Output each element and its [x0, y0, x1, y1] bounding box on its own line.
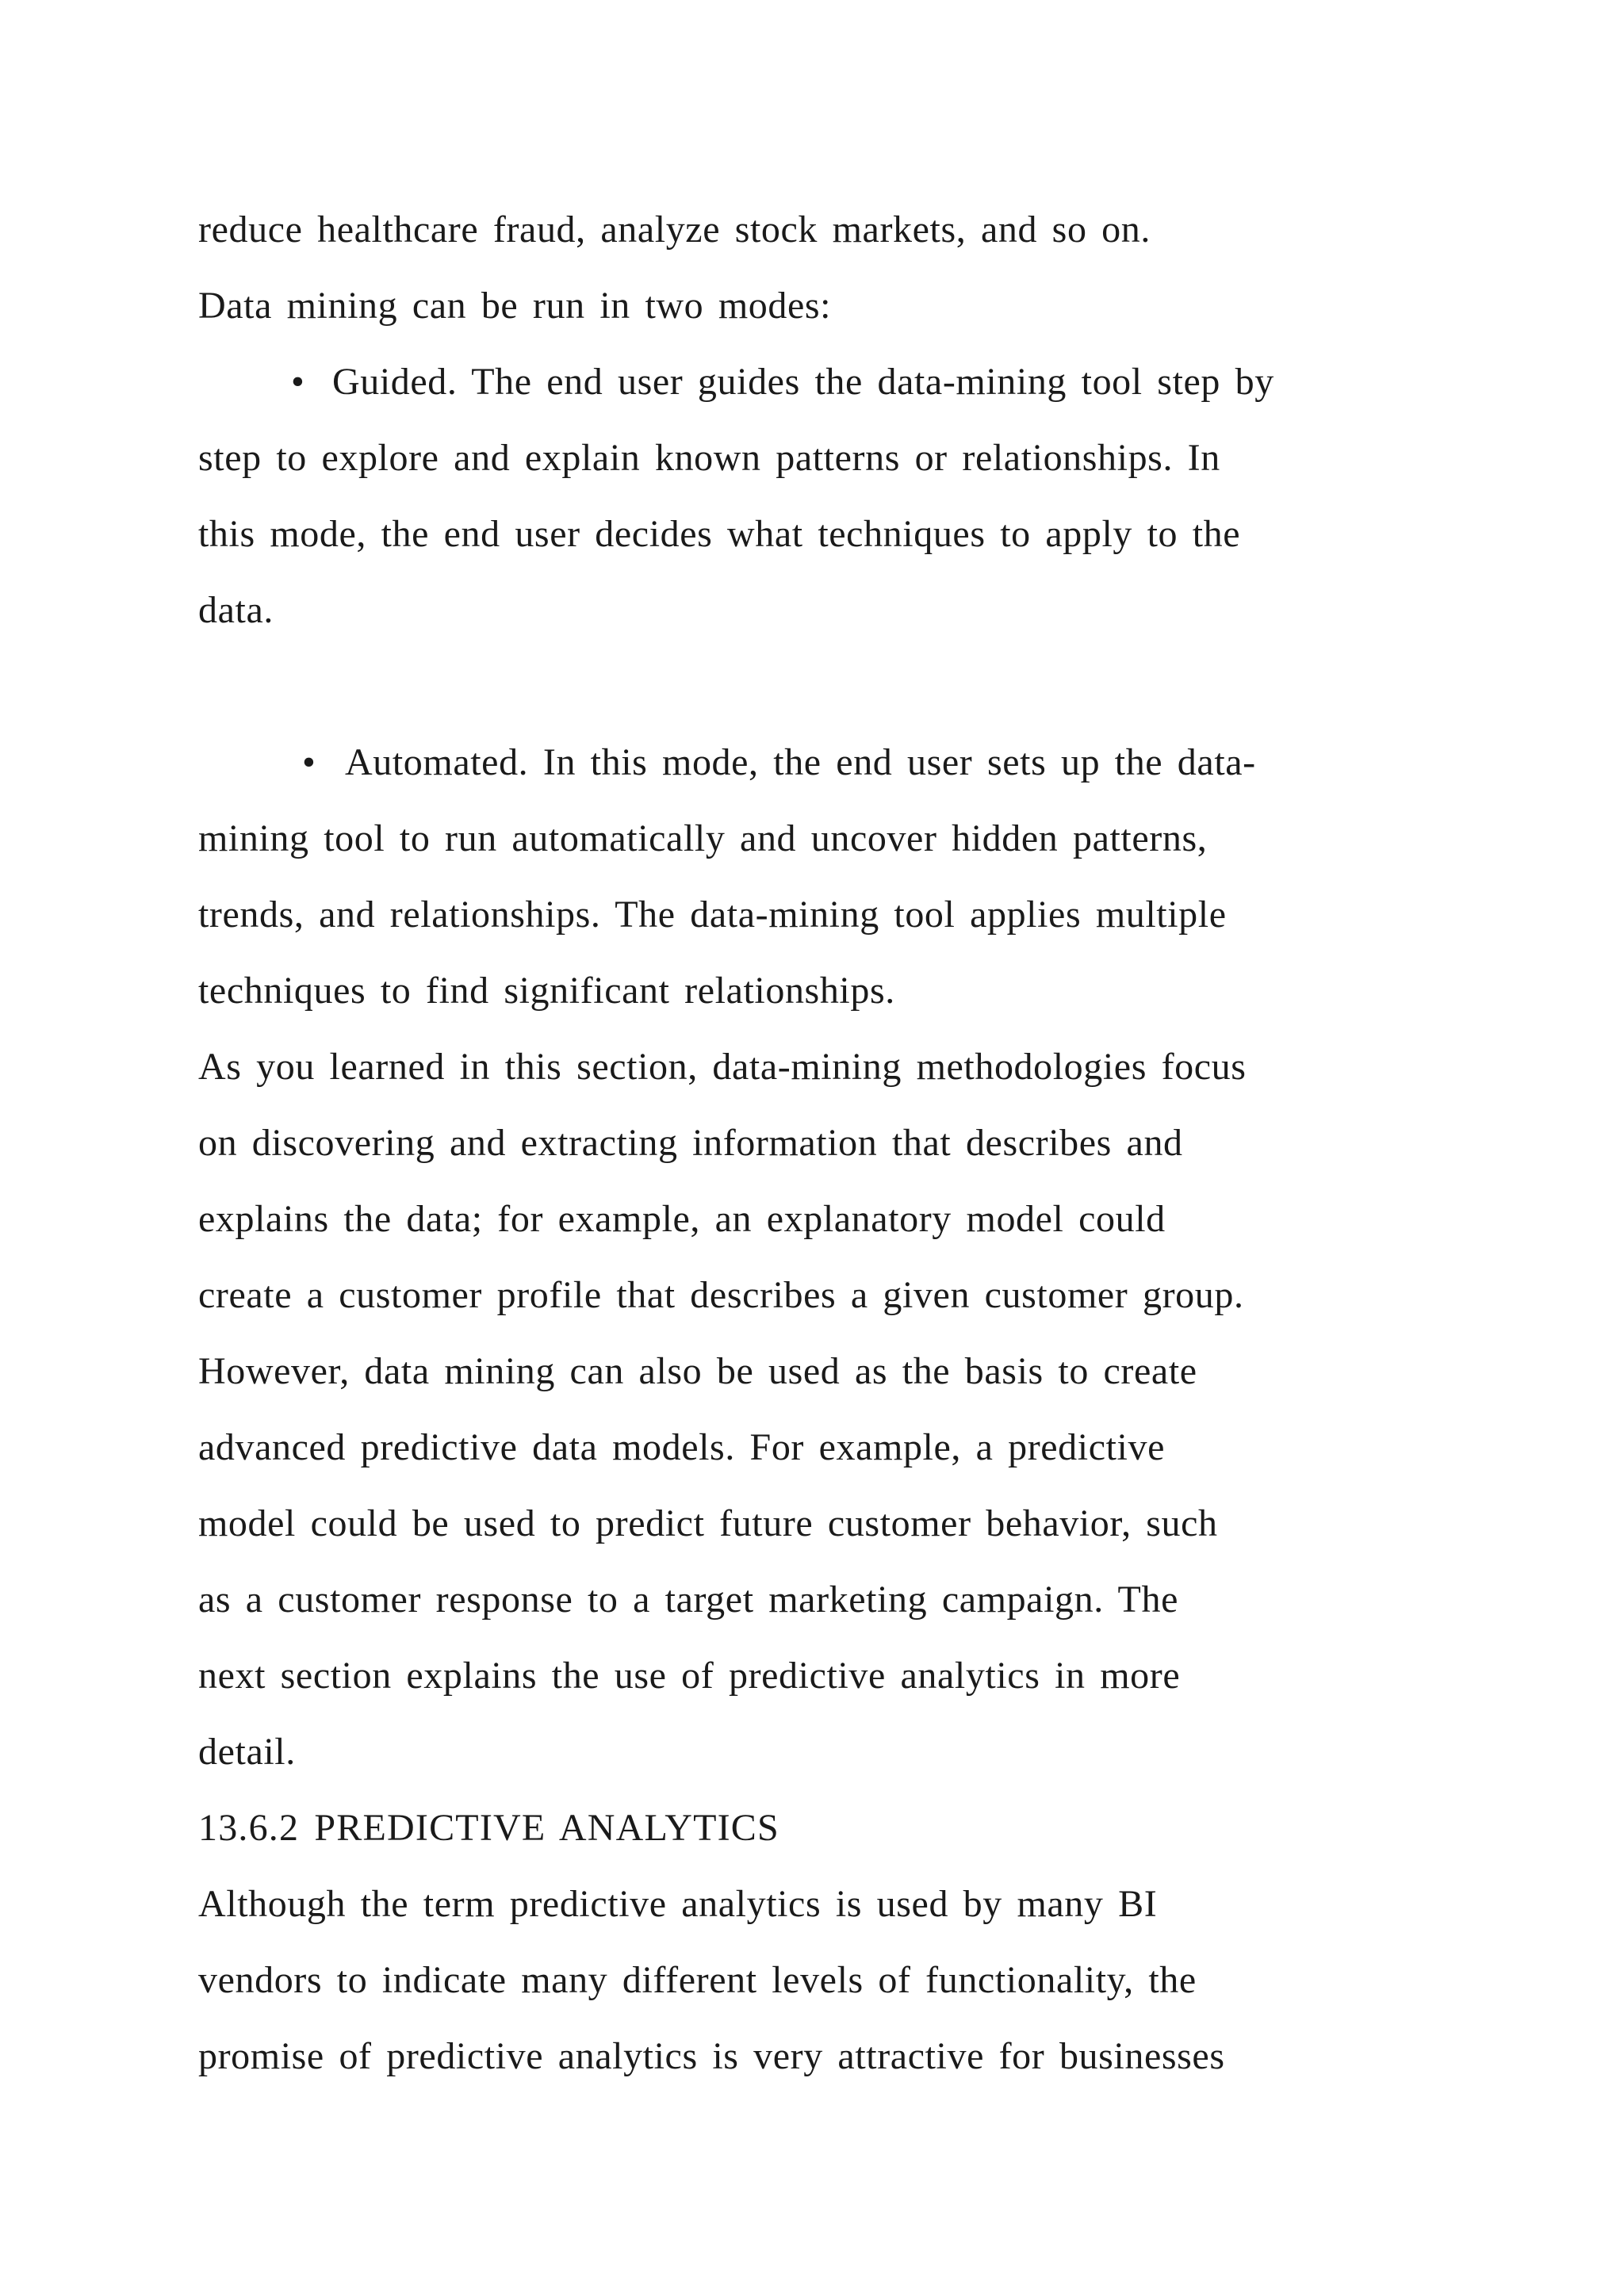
text-line: reduce healthcare fraud, analyze stock markets, and so on.	[198, 209, 1151, 251]
text-line: advanced predictive data models. For example, a predictive	[198, 1426, 1166, 1468]
text-line: step to explore and explain known patterns or relationships. In	[198, 437, 1220, 479]
text-line: Although the term predictive analytics is used by many BI	[198, 1883, 1158, 1925]
text-line: model could be used to predict future customer behavior, such	[198, 1502, 1218, 1544]
text-line: mining tool to run automatically and uncover hidden patterns,	[198, 817, 1208, 859]
paragraph-gap	[198, 649, 1435, 725]
bullet-icon: •	[291, 361, 305, 403]
text-line: Data mining can be run in two modes:	[198, 285, 832, 327]
text-line: on discovering and extracting information that describes and	[198, 1122, 1183, 1164]
bullet-item-automated	[198, 725, 1435, 1029]
text-line: data.	[198, 589, 274, 631]
section-heading: 13.6.2 PREDICTIVE ANALYTICS	[198, 1807, 779, 1849]
text-line: techniques to find significant relationships.	[198, 970, 895, 1012]
text-line: create a customer profile that describes a given customer group.	[198, 1274, 1244, 1316]
text-line: explains the data; for example, an explanatory model could	[198, 1198, 1166, 1240]
paragraph-summary	[198, 1029, 1435, 1790]
text-line	[198, 344, 1435, 420]
text-line: promise of predictive analytics is very attractive for businesses	[198, 2035, 1225, 2077]
page-content	[198, 192, 1435, 2095]
text-line: this mode, the end user decides what techniques to apply to the	[198, 513, 1241, 555]
bullet-text: Guided. The end user guides the data-mining tool step by	[332, 361, 1274, 403]
paragraph-predictive	[198, 1866, 1435, 2095]
text-line: However, data mining can also be used as the basis to create	[198, 1350, 1197, 1392]
text-line: next section explains the use of predictive analytics in more	[198, 1655, 1181, 1697]
text-line: vendors to indicate many different levels of functionality, the	[198, 1959, 1197, 2001]
text-line: as a customer response to a target marketing campaign. The	[198, 1578, 1178, 1621]
bullet-text: Automated. In this mode, the end user sets up the data-	[345, 741, 1256, 783]
bullet-item-guided	[198, 344, 1435, 649]
text-line: trends, and relationships. The data-mining tool applies multiple	[198, 894, 1227, 936]
text-line: As you learned in this section, data-mining methodologies focus	[198, 1046, 1247, 1088]
text-line: detail.	[198, 1731, 296, 1773]
bullet-icon: •	[302, 741, 316, 783]
text-line	[198, 725, 1435, 801]
paragraph-intro	[198, 192, 1435, 344]
